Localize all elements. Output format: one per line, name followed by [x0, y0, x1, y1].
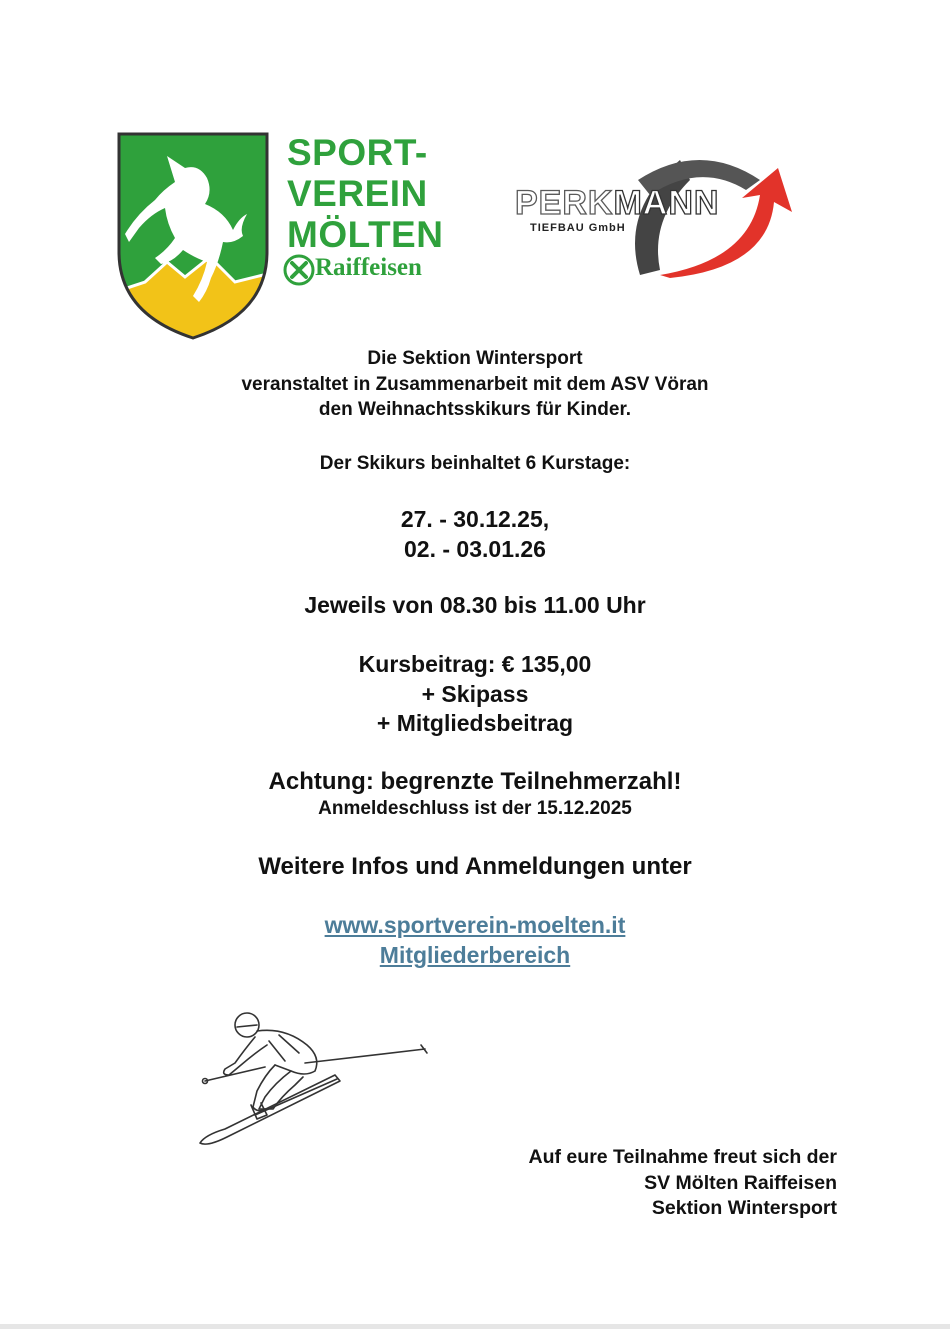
signature-line-2: SV Mölten Raiffeisen	[644, 1171, 837, 1194]
shield-unicorn-icon	[115, 132, 275, 344]
registration-deadline: Anmeldeschluss ist der 15.12.2025	[318, 798, 632, 819]
sportverein-logo	[115, 132, 475, 344]
links-block	[0, 911, 950, 970]
skier-sketch-icon	[195, 1005, 435, 1155]
skipass-fee: + Skipass	[421, 680, 529, 707]
perkmann-logo	[510, 150, 800, 280]
intro-line-1: Die Sektion Wintersport	[367, 348, 583, 369]
perkmann-part-2: MANN	[613, 184, 720, 222]
dates-block	[0, 505, 950, 564]
course-fee: Kursbeitrag: € 135,00	[358, 651, 592, 677]
more-info: Weitere Infos und Anmeldungen unter	[258, 853, 692, 880]
course-info: Der Skikurs beinhaltet 6 Kurstage:	[319, 453, 631, 474]
notice-headline: Achtung: begrenzte Teilnehmerzahl!	[268, 768, 682, 795]
website-link[interactable]: www.sportverein-moelten.it	[324, 912, 626, 938]
sv-line-2: VEREIN	[287, 173, 428, 214]
notice-block	[0, 767, 950, 821]
time-info: Jeweils von 08.30 bis 11.00 Uhr	[304, 592, 646, 618]
raiffeisen-label: Raiffeisen	[315, 254, 422, 281]
signature-block	[529, 1145, 837, 1222]
sv-line-3: MÖLTEN	[287, 214, 444, 255]
sportverein-wordmark	[287, 132, 443, 255]
perkmann-wordmark	[515, 184, 719, 223]
intro-block	[0, 346, 950, 423]
perkmann-subtitle: TIEFBAU GmbH	[530, 222, 626, 234]
membership-fee: + Mitgliedsbeitrag	[376, 710, 574, 736]
sv-line-1: SPORT-	[287, 132, 428, 173]
date-range-1: 27. - 30.12.25,	[400, 506, 550, 532]
perkmann-part-1: PERK	[515, 184, 614, 222]
signature-line-1: Auf eure Teilnahme freut sich der	[528, 1146, 837, 1168]
members-area-link[interactable]: Mitgliederbereich	[379, 941, 571, 968]
intro-line-2: veranstaltet in Zusammenarbeit mit dem ASV Vöran	[241, 373, 709, 395]
date-range-2: 02. - 03.01.26	[404, 535, 546, 562]
intro-line-3: den Weihnachtsskikurs für Kinder.	[318, 399, 632, 420]
fees-block	[0, 650, 950, 739]
signature-line-3: Sektion Wintersport	[651, 1197, 837, 1219]
raiffeisen-cross-icon	[283, 254, 315, 286]
page-bottom-divider	[0, 1324, 950, 1329]
